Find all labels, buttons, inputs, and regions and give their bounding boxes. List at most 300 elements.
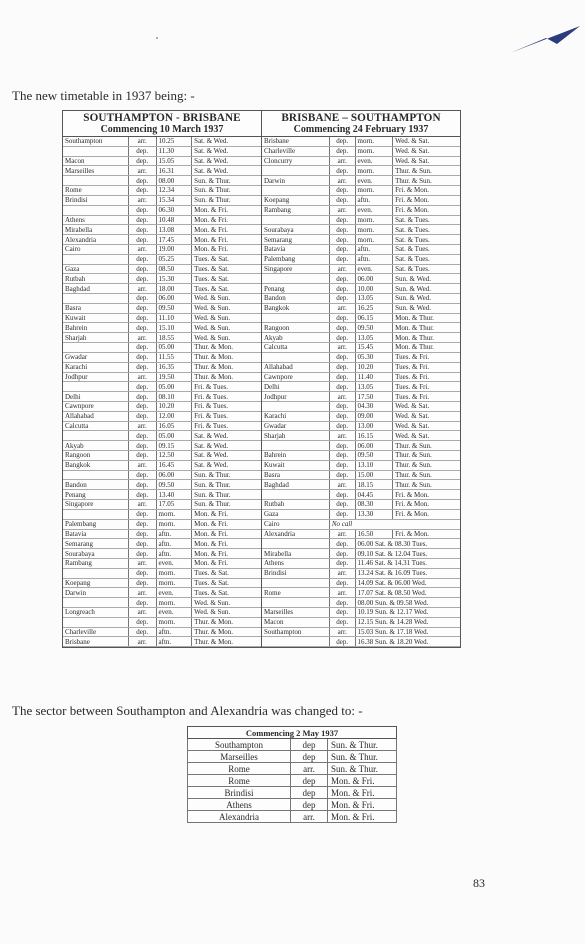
timetable-row [63,352,261,362]
station-cell: Sharjah [63,333,128,343]
arr-dep-cell: arr. [128,500,156,510]
time-cell: 11.55 [156,352,192,362]
station-cell: Macon [63,156,128,166]
arr-dep-cell: dep. [128,480,156,490]
days-cell: Tues. & Fri. [393,372,460,382]
station-cell: Basra [63,303,128,313]
time-cell: 12.50 [156,451,192,461]
arr-dep-cell: arr. [329,264,355,274]
time-cell: even. [355,264,393,274]
days-cell: Mon. & Fri. [192,558,261,568]
arr-dep-cell: dep. [128,205,156,215]
arr-dep-cell: dep. [329,598,355,608]
time-cell: 11.40 [355,372,393,382]
station-cell: Basra [262,470,329,480]
station-cell: Kuwait [63,313,128,323]
days-cell: Thur. & Sun. [393,470,460,480]
station-cell: Mirabella [63,225,128,235]
time-cell: morn. [156,519,192,529]
arr-dep-cell: dep. [329,578,355,588]
arr-dep-cell: dep. [329,313,355,323]
timetable-row [63,401,261,411]
station-cell: Rangoon [262,323,329,333]
time-cell: 17.05 [156,500,192,510]
time-cell: 09.15 [156,441,192,451]
timetable-1937 [62,110,461,648]
time-cell: 06.30 [156,205,192,215]
arr-dep-cell: dep. [128,392,156,402]
station-cell [63,617,128,627]
timetable-row [262,215,460,225]
station-cell: Singapore [63,500,128,510]
days-cell: Sat. & Tues. [393,244,460,254]
time-cell: aftn. [156,539,192,549]
station-cell [262,352,329,362]
timetable-row [262,470,460,480]
arr-dep-cell: dep. [329,421,355,431]
timetable-row [262,225,460,235]
time-cell: 19.50 [156,372,192,382]
time-cell: even. [156,588,192,598]
station-cell: Southampton [188,739,291,751]
time-cell: 17.50 [355,392,393,402]
arr-dep-cell: arr. [329,431,355,441]
station-cell: Allahabad [63,411,128,421]
timetable-row [262,333,460,343]
days-cell: Sat. & Tues. [393,215,460,225]
timetable-row [262,244,460,254]
arr-dep-cell: arr. [329,480,355,490]
arr-dep-cell: dep. [329,333,355,343]
timetable-row [262,303,460,313]
time-cell: 19.00 [156,244,192,254]
days-cell: Tues. & Sat. [192,588,261,598]
days-cell: Mon. & Thur. [393,333,460,343]
days-cell: Sat. & Tues. [393,254,460,264]
timetable-row [63,215,261,225]
brisbane-southampton-table [262,137,460,647]
time-cell: 18.55 [156,333,192,343]
arr-dep-cell: arr. [128,372,156,382]
days-cell: Sun. & Wed. [393,303,460,313]
days-cell: Sat. & Tues. [393,264,460,274]
station-cell: Rome [63,186,128,196]
arr-dep-cell: dep. [329,441,355,451]
timetable-row [262,274,460,284]
days-cell: Tues. & Sat. [192,264,261,274]
timetable-row [262,490,460,500]
station-cell: Brindisi [63,195,128,205]
arr-dep-cell: dep. [329,617,355,627]
arr-dep-cell: dep. [128,382,156,392]
arr-dep-cell: arr. [128,137,156,146]
station-cell [63,598,128,608]
timetable-row [262,294,460,304]
arr-dep-cell: dep. [128,617,156,627]
arr-dep-cell: dep. [128,470,156,480]
station-cell: Bahrein [262,451,329,461]
days-cell: Fri. & Mon. [393,529,460,539]
arr-dep-cell: dep. [128,176,156,186]
station-cell: Brisbane [63,637,128,647]
southampton-brisbane-header [63,111,261,137]
arr-dep-cell: dep. [329,195,355,205]
days-cell: Fri. & Mon. [393,490,460,500]
days-cell: Tues. & Sat. [192,568,261,578]
station-cell: Cairo [63,244,128,254]
timetable-row [63,137,261,146]
timetable-row [63,244,261,254]
time-cell: 06.00 [355,274,393,284]
timetable-row [262,166,460,176]
time-cell: morn. [156,617,192,627]
timetable-row [262,460,460,470]
sector-row [188,799,397,811]
days-cell: Sun. & Thur. [192,470,261,480]
days-cell: Wed. & Sat. [393,421,460,431]
days-cell: Mon. & Fri. [192,509,261,519]
dep-arr-cell: dep [291,799,328,811]
days-cell: Sun. & Thur. [328,751,397,763]
timetable-row [262,480,460,490]
timetable-row [262,372,460,382]
timetable-row [63,333,261,343]
sector-table-header-row [188,727,397,739]
time-cell: 10.00 [355,284,393,294]
arr-dep-cell: dep. [329,558,355,568]
timetable-row [262,568,460,578]
timetable-row [262,617,460,627]
arr-dep-cell: dep. [329,362,355,372]
days-cell: Sat. & Wed. [192,451,261,461]
time-cell: 13.00 [355,421,393,431]
timetable-row [63,313,261,323]
arr-dep-cell: dep. [128,146,156,156]
days-cell: Fri. & Mon. [393,500,460,510]
days-cell: Sun. & Wed. [393,284,460,294]
station-cell: Rutbah [262,500,329,510]
days-cell: Wed. & Sun. [192,608,261,618]
days-cell: Sat. & Wed. [192,441,261,451]
timetable-row [63,421,261,431]
arr-dep-cell: dep. [128,225,156,235]
station-cell: Delhi [63,392,128,402]
arr-dep-cell: dep. [329,382,355,392]
station-cell: Palembang [63,519,128,529]
station-cell: Jodhpur [63,372,128,382]
time-cell: 17.45 [156,235,192,245]
time-cell: 04.30 [355,401,393,411]
time-cell: 10.20 [156,401,192,411]
time-cell: even. [156,558,192,568]
timetable-row [63,146,261,156]
time-cell: 16.15 [355,431,393,441]
time-cell: even. [355,205,393,215]
station-cell: Bahrein [63,323,128,333]
time-cell: 15.10 [156,323,192,333]
arr-dep-cell: dep. [128,539,156,549]
time-cell: 13.10 [355,460,393,470]
station-cell: Bangkok [63,460,128,470]
timetable-row [262,431,460,441]
arr-dep-cell: arr. [128,588,156,598]
days-cell: Wed. & Sun. [192,323,261,333]
timetable-row [63,588,261,598]
timetable-row [262,343,460,353]
station-cell: Charleville [262,146,329,156]
station-cell: Sourabaya [63,549,128,559]
time-cell: 06.00 Sat. & 08.30 Tues. [355,539,460,549]
time-cell: 06.00 [156,470,192,480]
brisbane-southampton-header [262,111,460,137]
timetable-row [262,195,460,205]
arr-dep-cell: dep. [329,254,355,264]
arr-dep-cell: dep. [329,244,355,254]
timetable-row [63,284,261,294]
timetable-row [63,264,261,274]
days-cell: Thur. & Mon. [192,362,261,372]
days-cell: Mon. & Fri. [192,244,261,254]
station-cell [262,186,329,196]
time-cell: even. [355,176,393,186]
days-cell: Tues. & Sat. [192,254,261,264]
time-cell: 15.00 [355,470,393,480]
time-cell: 08.10 [156,392,192,402]
time-cell: morn. [355,146,393,156]
arr-dep-cell: arr. [128,244,156,254]
speck [156,37,158,39]
days-cell: Thur. & Mon. [192,637,261,647]
time-cell: morn. [355,215,393,225]
sector-change-text: The sector between Southampton and Alexandria was changed to: - [12,703,363,718]
arr-dep-cell: dep. [329,225,355,235]
sector-row [188,751,397,763]
arr-dep-cell: dep. [128,186,156,196]
station-cell [262,490,329,500]
arr-dep-cell: arr. [329,156,355,166]
station-cell: Longreach [63,608,128,618]
time-cell: 08.00 [156,176,192,186]
time-cell: 06.00 [355,441,393,451]
time-cell: 15.03 Sun. & 17.18 Wed. [355,627,460,637]
station-cell [63,431,128,441]
days-cell: Wed. & Sun. [192,303,261,313]
dep-arr-cell: dep [291,775,328,787]
station-cell [63,205,128,215]
time-cell: 05.00 [156,382,192,392]
timetable-row [63,490,261,500]
timetable-row [63,372,261,382]
arr-dep-cell: dep. [329,470,355,480]
days-cell: Tues. & Sat. [192,274,261,284]
time-cell: 04.45 [355,490,393,500]
arr-dep-cell: arr. [329,343,355,353]
station-cell: Marseilles [63,166,128,176]
days-cell: Mon. & Fri. [192,225,261,235]
timetable-row [63,470,261,480]
station-cell: Rangoon [63,451,128,461]
timetable-row [262,323,460,333]
station-cell: Allahabad [262,362,329,372]
timetable-row [262,578,460,588]
days-cell: Fri. & Tues. [192,411,261,421]
timetable-row [262,441,460,451]
arr-dep-cell: dep. [128,441,156,451]
station-cell: Penang [262,284,329,294]
station-cell: Sharjah [262,431,329,441]
arr-dep-cell: arr. [329,205,355,215]
station-cell: Koepang [262,195,329,205]
days-cell: Sat. & Wed. [192,137,261,146]
sector-row [188,775,397,787]
station-cell [262,578,329,588]
days-cell: Mon. & Fri. [192,205,261,215]
arr-dep-cell: dep. [329,401,355,411]
station-cell: Alexandria [188,811,291,823]
sector-row [188,739,397,751]
dep-arr-cell: dep [291,787,328,799]
arr-dep-cell: dep. [128,274,156,284]
days-cell: Sun. & Wed. [393,274,460,284]
timetable-row [262,392,460,402]
station-cell [63,254,128,264]
time-cell: 16.38 Sun. & 18.20 Wed. [355,637,460,647]
station-cell: Alexandria [262,529,329,539]
station-cell [262,274,329,284]
station-cell: Mirabella [262,549,329,559]
arr-dep-cell: dep. [329,460,355,470]
station-cell: Cairo [262,519,329,529]
days-cell: Mon. & Fri. [328,775,397,787]
time-cell: 06.00 [156,294,192,304]
days-cell: Wed. & Sun. [192,598,261,608]
timetable-row [63,460,261,470]
arr-dep-cell: dep. [128,431,156,441]
station-cell: Batavia [262,244,329,254]
timetable-row [262,451,460,461]
arr-dep-cell: arr. [128,421,156,431]
timetable-row [63,362,261,372]
timetable-row [63,500,261,510]
arr-dep-cell: dep. [128,254,156,264]
timetable-row [262,235,460,245]
page-number: 83 [473,876,485,890]
timetable-row [262,313,460,323]
timetable-row [63,480,261,490]
timetable-row [262,608,460,618]
time-cell: aftn. [355,244,393,254]
days-cell: Sat. & Wed. [192,460,261,470]
time-cell: 10.25 [156,137,192,146]
timetable-row [262,519,460,529]
timetable-row [262,509,460,519]
days-cell: Mon. & Fri. [192,235,261,245]
arr-dep-cell: dep. [329,235,355,245]
timetable-row [262,549,460,559]
timetable-row [63,568,261,578]
arr-dep-cell: dep. [329,549,355,559]
arr-dep-cell: dep. [128,215,156,225]
days-cell: Wed. & Sun. [192,313,261,323]
arr-dep-cell: dep. [329,274,355,284]
timetable-row [63,225,261,235]
arr-dep-cell: dep. [128,362,156,372]
station-cell [63,568,128,578]
station-cell: Bangkok [262,303,329,313]
days-cell: Wed. & Sun. [192,333,261,343]
timetable-row [262,146,460,156]
timetable-row [63,451,261,461]
time-cell: 05.25 [156,254,192,264]
days-cell: Mon. & Thur. [393,313,460,323]
time-cell: morn. [156,598,192,608]
arr-dep-cell: dep. [128,343,156,353]
days-cell: Fri. & Tues. [192,392,261,402]
arr-dep-cell: dep. [128,578,156,588]
time-cell: 18.00 [156,284,192,294]
timetable-row [63,637,261,647]
timetable-row [63,519,261,529]
time-cell: 08.30 [355,500,393,510]
arr-dep-cell: dep. [128,156,156,166]
dep-arr-cell: arr. [291,763,328,775]
time-cell: 10.19 Sun. & 12.17 Wed. [355,608,460,618]
arr-dep-cell: dep. [329,352,355,362]
days-cell: Tues. & Sat. [192,284,261,294]
days-cell: Sun. & Thur. [192,490,261,500]
station-cell [63,146,128,156]
station-cell: Singapore [262,264,329,274]
time-cell: 15.05 [156,156,192,166]
days-cell: Wed. & Sat. [393,431,460,441]
days-cell: Wed. & Sat. [393,156,460,166]
time-cell: 05.30 [355,352,393,362]
station-cell: Bandon [63,480,128,490]
time-cell: morn. [355,235,393,245]
station-cell: Darwin [63,588,128,598]
days-cell: Sat. & Tues. [393,225,460,235]
station-cell: Semarang [63,539,128,549]
timetable-row [63,186,261,196]
station-cell [262,313,329,323]
arr-dep-cell: arr. [329,627,355,637]
arr-dep-cell: arr. [329,392,355,402]
timetable-row [63,411,261,421]
timetable-row [63,195,261,205]
days-cell: Sat. & Wed. [192,166,261,176]
days-cell: Thur. & Sun. [393,441,460,451]
days-cell: Tues. & Fri. [393,352,460,362]
station-cell: Athens [262,558,329,568]
arr-dep-cell: dep. [128,451,156,461]
timetable-row [63,323,261,333]
arr-dep-cell: dep. [329,451,355,461]
arr-dep-cell: dep. [329,294,355,304]
days-cell: Mon. & Thur. [393,343,460,353]
timetable-row [63,176,261,186]
arr-dep-cell: dep. [128,323,156,333]
timetable-row [63,294,261,304]
station-cell: Palembang [262,254,329,264]
station-cell: Rome [188,763,291,775]
time-cell: 13.05 [355,294,393,304]
time-cell: even. [355,156,393,166]
timetable-row [262,637,460,647]
arr-dep-cell: arr. [128,608,156,618]
days-cell: Tues. & Fri. [393,392,460,402]
days-cell: Fri. & Tues. [192,382,261,392]
time-cell: 12.34 [156,186,192,196]
